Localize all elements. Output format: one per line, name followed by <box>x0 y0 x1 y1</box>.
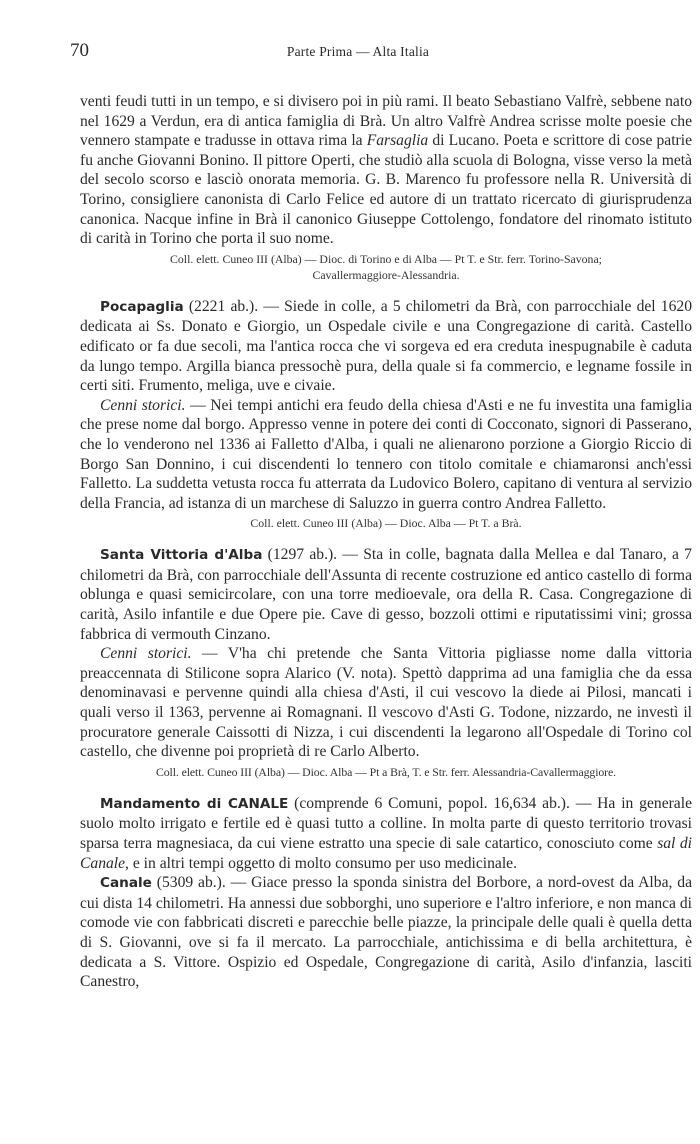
entry-heading: Pocapaglia <box>100 298 184 315</box>
history-text: — Nei tempi antichi era feudo della chiesa d'Asti e ne fu investita una famiglia che prese nome dal borgo. Appresso venne in potere dei conti di Cocconato, signori di Passerano, che lo venderono nel 1336 ai Falletto d'Alba, i quali ne alienarono porzione a Giorgio Riccio di Borgo San Donnino, i cui discendenti lo tennero con titolo comitale e chiamaronsi anch'essi Falletto. La suddetta vetusta rocca fu atterrata da Ludovico Bolero, capitano di ventura al servizio della Francia, ad istanza di un marchese di Saluzzo in guerra contro Andrea Falletto. <box>80 396 692 512</box>
page-number: 70 <box>70 40 89 61</box>
entry-heading: Mandamento di <box>100 795 228 812</box>
entry-text: (5309 ab.). — Giace presso la sponda sinistra del Borbore, a nord-ovest da Alba, da cui dista 14 chilometri. Ha annessi due sobborghi, uno superiore e l'altro inferiore, e non manca di comode vie con fabbricati discreti e parecchie belle piazze, la principale delle quali è quella detta di S. Giovanni, ove si fa il mercato. La parrocchiale, antichissima e di bella architettura, è dedicata a S. Vittore. Ospizio ed Ospedale, Congregazione di carità, Asilo d'infanzia, lasciti Canestro, <box>80 874 692 991</box>
electoral-note-line: Cavallermaggiore-Alessandria. <box>312 267 460 282</box>
entry-heading: Canale <box>100 875 152 892</box>
history-label: Cenni storici. <box>100 396 186 414</box>
text-run: venti feudi tutti in un tempo, e si divisero poi in più rami. Il beato Sebastiano Valfrè, sebbene nato nel 1629 a Verdun, era di antica famiglia di Brà. Un altro Valfrè Andrea scrisse molte poesie che vennero stampate e tradusse in ottava rima la <box>80 93 692 150</box>
entry-canale <box>80 873 692 992</box>
electoral-note: Coll. elett. Cuneo III (Alba) — Dioc. Alba — Pt a Brà, T. e Str. ferr. Alessandria-Cavallermaggiore. <box>155 764 616 779</box>
italic-term: sal di Canale <box>80 835 693 872</box>
entry-heading-caps: CANALE <box>227 795 289 812</box>
page-header <box>70 40 646 62</box>
electoral-note <box>80 251 692 283</box>
entry-santa-vittoria <box>80 545 692 644</box>
text-run: di Lucano. Poeta e scrittore di cose patrie fu anche Giovanni Bonino. Il pittore Operti, che studiò alla scuola di Bologna, visse verso la metà del secolo scorso e lasciò onorata memoria. G. B. Marenco fu professore nella R. Università di Torino, consigliere canonista di Carlo Felice ed autore di un trattato ricercato di giurisprudenza canonica. Nacque infine in Brà il canonico Giuseppe Cottolengo, fondatore del rinomato istituto di carità in Torino che porta il suo nome. <box>80 132 692 248</box>
entry-pocapaglia <box>80 297 692 396</box>
entry-text: (comprende 6 Comuni, popol. 16,634 ab.). — Ha in generale suolo molto irrigato e fertile ed è quasi tutto a colline. In molta parte di questo territorio trovasi sparsa terra magnesiaca, da cui viene estratto una specie di sale catartico, conosciuto come <box>80 794 692 852</box>
history-text: — V'ha chi pretende che Santa Vittoria pigliasse nome dalla vittoria preaccennata di Stilicone sopra Alarico (V. nota). Spettò dapprima ad una famiglia che da essa denominavasi e pervenne quindi alla chiesa d'Asti, il cui vescovo la diede ai Pilosi, mancati i quali verso il 1363, pervenne ai Romagnani. Il vescovo d'Asti G. Todone, nizzardo, ne investì il procuratore generale Caissotti di Nizza, i cui discendenti la legarono all'Ospedale di Torino col castello, che divenne poi proprietà di re Carlo Alberto. <box>80 645 692 761</box>
history-label: Cenni storici. <box>100 645 192 663</box>
entry-heading: Santa Vittoria d'Alba <box>100 547 263 564</box>
running-title: Parte Prima — Alta Italia <box>286 44 430 59</box>
history-santa-vittoria <box>80 644 692 762</box>
history-pocapaglia <box>80 396 692 514</box>
electoral-note: Coll. elett. Cuneo III (Alba) — Dioc. Alba — Pt T. a Brà. <box>250 516 522 531</box>
page-body <box>80 92 692 992</box>
italic-title: Farsaglia <box>366 132 429 150</box>
entry-mandamento-canale <box>80 794 692 873</box>
entry-text: (1297 ab.). — Sta in colle, bagnata dalla Mellea e dal Tanaro, a 7 chilometri da Brà, con parrocchiale dell'Assunta di recente costruzione ed antico castello di forma oblunga e quasi semicircolare, con una torre medioevale, ora della R. Casa. Congregazione di carità, Asilo infantile e due Opere pie. Cave di gesso, bozzoli ottimi e riputatissimi vini; grossa fabbrica di vermouth Cinzano. <box>80 546 692 643</box>
entry-text: , e in altri tempi oggetto di molto consumo per uso medicinale. <box>125 854 517 872</box>
entry-text: (2221 ab.). — Siede in colle, a 5 chilometri da Brà, con parrocchiale del 1620 dedicata ai Ss. Donato e Giorgio, un Ospedale civile e una Congregazione di carità. Castello edificato or fa due secoli, ma l'antica rocca che vi sorgeva ed era creduta inespugnabile è caduta da lungo tempo. Argilla bianca pressochè pura, della quale si fa commercio, e legname fossile in certi siti. Frumento, meliga, uve e civaie. <box>80 297 692 395</box>
electoral-note-line: Coll. elett. Cuneo III (Alba) — Dioc. di Torino e di Alba — Pt T. e Str. ferr. Torino-Savona; <box>170 251 602 266</box>
paragraph-bra-continuation <box>80 92 692 249</box>
